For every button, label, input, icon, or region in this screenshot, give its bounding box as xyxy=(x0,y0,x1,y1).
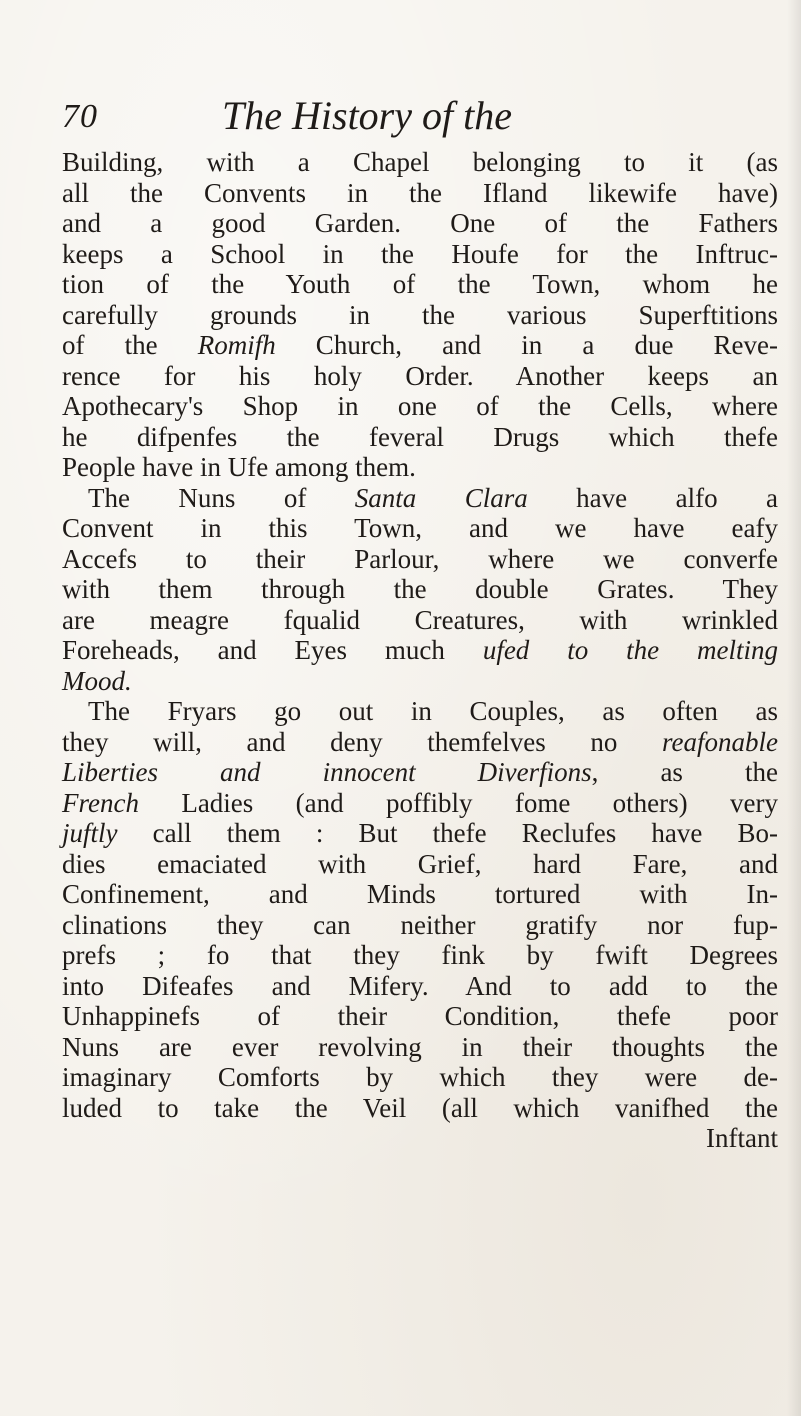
text-line: carefully grounds in the various Superftitions xyxy=(62,299,778,330)
text-line: and a good Garden. One of the Fathers xyxy=(62,208,778,238)
body-text xyxy=(62,147,778,1154)
text-line: Accefs to their Parlour, where we converfe xyxy=(62,543,778,574)
text-line: imaginary Comforts by which they were de- xyxy=(62,1062,778,1092)
text-line: Mood. xyxy=(62,665,132,696)
text-line: French Ladies (and poffibly fome others) very xyxy=(62,787,778,818)
text-line: luded to take the Veil (all which vanifhed the xyxy=(62,1092,778,1123)
text-line: Unhappinefs of their Condition, thefe poor xyxy=(62,1001,778,1031)
text-line: tion of the Youth of the Town, whom he xyxy=(62,269,778,299)
text-line: Convent in this Town, and we have eafy xyxy=(62,513,778,543)
text-line: into Difeafes and Mifery. And to add to the xyxy=(62,970,778,1001)
text-line: People have in Ufe among them. xyxy=(62,452,416,482)
paragraph-start-line: The Nuns of Santa Clara have alfo a xyxy=(88,482,778,513)
running-title: The History of the xyxy=(222,93,512,138)
text-line: prefs ; fo that they fink by fwift Degrees xyxy=(62,940,778,970)
text-line: keeps a School in the Houfe for the Inftruc- xyxy=(62,238,778,269)
text-line: dies emaciated with Grief, hard Fare, and xyxy=(62,848,778,879)
text-line: Foreheads, and Eyes much ufed to the melting xyxy=(62,635,778,665)
text-line: Liberties and innocent Diverfions, as the xyxy=(62,757,778,787)
page-number: 70 xyxy=(62,98,98,135)
text-line: he difpenfes the feveral Drugs which thefe xyxy=(62,421,778,452)
text-line: Building, with a Chapel belonging to it (as xyxy=(62,147,778,177)
page-header xyxy=(62,92,762,144)
page-edge-shadow xyxy=(787,0,801,1416)
paragraph-start-line: The Fryars go out in Couples, as often as xyxy=(88,696,778,726)
text-line: all the Convents in the Ifland likewife have) xyxy=(62,177,778,208)
text-line: with them through the double Grates. They xyxy=(62,574,778,604)
text-line: Confinement, and Minds tortured with In- xyxy=(62,879,778,909)
catchword: Inftant xyxy=(706,1123,778,1153)
text-line: they will, and deny themfelves no reafonable xyxy=(62,726,778,757)
text-line: of the Romifh Church, and in a due Reve- xyxy=(62,330,779,360)
text-line: Apothecary's Shop in one of the Cells, where xyxy=(62,391,778,421)
text-line: rence for his holy Order. Another keeps an xyxy=(62,360,778,391)
text-line: are meagre fqualid Creatures, with wrinkled xyxy=(62,604,778,635)
text-line: clinations they can neither gratify nor fup- xyxy=(62,909,778,940)
text-line: juftly call them : But thefe Reclufes have Bo- xyxy=(62,818,778,848)
text-line: Nuns are ever revolving in their thoughts the xyxy=(62,1031,778,1062)
